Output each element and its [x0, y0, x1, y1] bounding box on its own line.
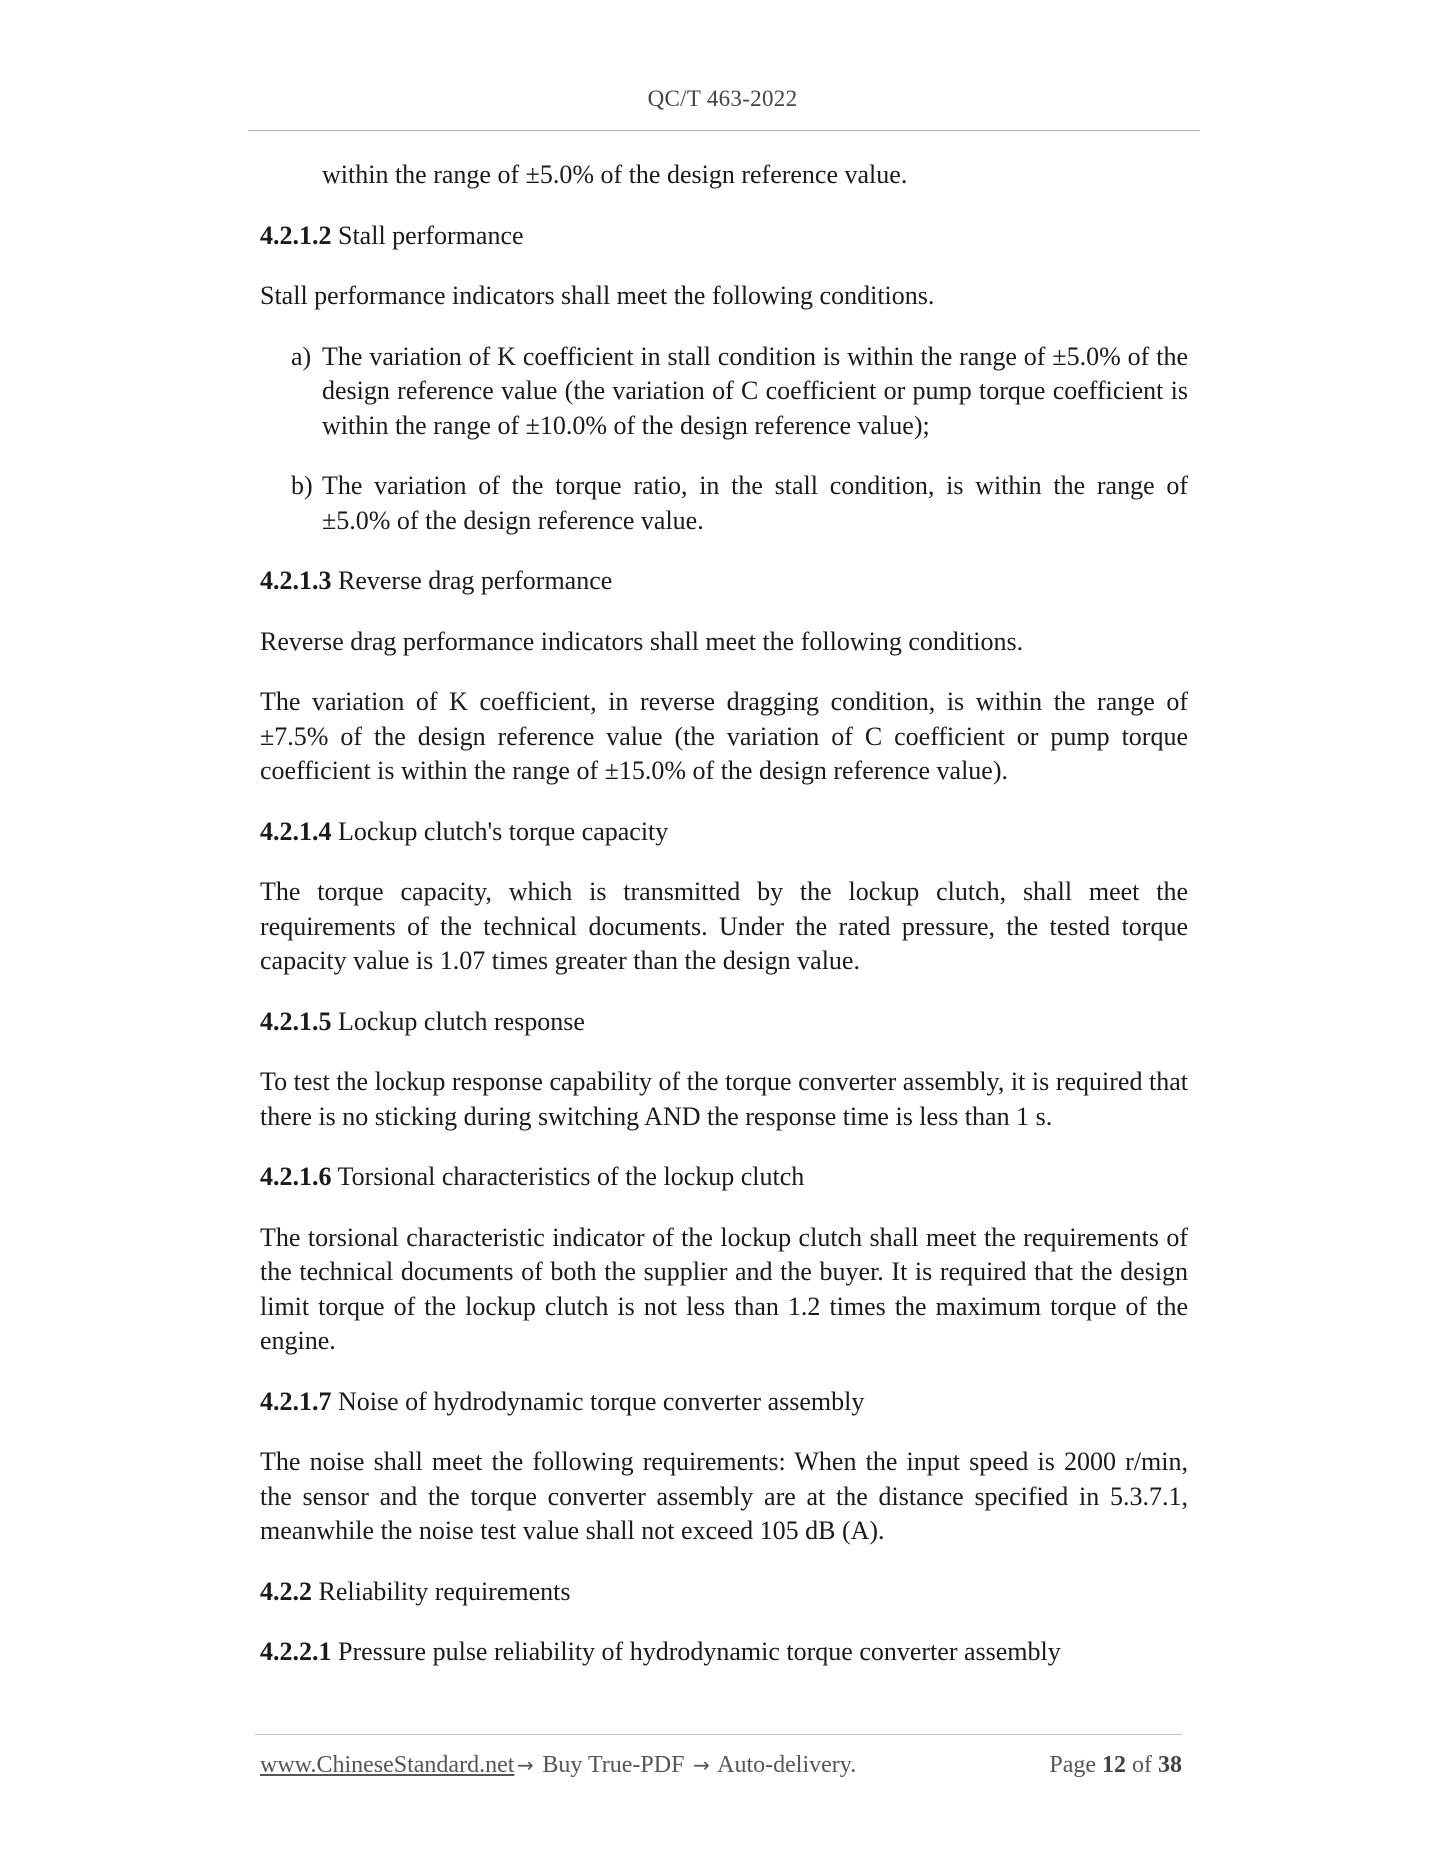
- document-body: [260, 158, 1188, 1670]
- paragraph: The noise shall meet the following requirements: When the input speed is 2000 r/min, the sensor and the torque converter assembly are at the distance specified in 5.3.7.1, meanwhile the noise test value shall not exceed 105 dB (A).: [260, 1447, 1188, 1545]
- paragraph: To test the lockup response capability of the torque converter assembly, it is required that there is no sticking during switching AND the response time is less than 1 s.: [260, 1067, 1188, 1131]
- footer-delivery-text: Auto-delivery.: [712, 1752, 857, 1778]
- page-indicator: [1049, 1752, 1182, 1779]
- section-title: Lockup clutch response: [331, 1006, 585, 1036]
- page-footer: [260, 1752, 1182, 1786]
- footer-divider: [255, 1734, 1182, 1735]
- section-heading-4-2-2: [260, 1575, 1188, 1610]
- arrow-right-icon: →: [693, 1753, 710, 1777]
- paragraph: Reverse drag performance indicators shall meet the following conditions.: [260, 626, 1024, 656]
- page-of-label: of: [1126, 1752, 1158, 1778]
- section-heading-4-2-1-6: [260, 1160, 1188, 1195]
- section-heading-4-2-1-3: [260, 564, 1188, 599]
- section-heading-4-2-1-5: [260, 1005, 1188, 1040]
- list-item-text: The variation of K coefficient in stall condition is within the range of ±5.0% of the design reference value (the variation of C coefficient or pump torque coefficient is within the range of ±10.0% of the design reference value);: [322, 341, 1188, 440]
- section-number: 4.2.1.4: [260, 816, 332, 846]
- section-number: 4.2.1.6: [260, 1162, 332, 1191]
- section-heading-4-2-1-7: [260, 1385, 1188, 1420]
- page-label: Page: [1049, 1752, 1102, 1778]
- list-marker: b): [291, 471, 313, 500]
- page-number: 12: [1102, 1752, 1126, 1778]
- section-number: 4.2.1.2: [260, 220, 332, 250]
- section-heading-4-2-1-2: [260, 219, 1188, 254]
- section-number: 4.2.2.1: [260, 1637, 332, 1666]
- list-item-a: [260, 340, 1188, 444]
- site-link[interactable]: www.ChineseStandard.net: [260, 1752, 515, 1778]
- section-title: Stall performance: [331, 220, 524, 250]
- section-number: 4.2.2: [260, 1576, 312, 1606]
- running-header: QC/T 463-2022: [647, 86, 798, 111]
- paragraph: Stall performance indicators shall meet the following conditions.: [260, 281, 935, 310]
- paragraph: The torsional characteristic indicator of the lockup clutch shall meet the requirements of the technical documents of both the supplier and the buyer. It is required that the design limit torque of the lockup clutch is not less than 1.2 times the maximum torque of the engine.: [260, 1222, 1188, 1355]
- section-number: 4.2.1.7: [260, 1386, 332, 1416]
- section-number: 4.2.1.3: [260, 566, 332, 595]
- footer-promo: [260, 1752, 856, 1779]
- list-item-text: The variation of the torque ratio, in the stall condition, is within the range of ±5.0% of the design reference value.: [322, 471, 1188, 535]
- section-title: Pressure pulse reliability of hydrodynamic torque converter assembly: [331, 1637, 1061, 1666]
- section-title: Reverse drag performance: [331, 566, 613, 595]
- section-title: Noise of hydrodynamic torque converter assembly: [331, 1386, 865, 1416]
- paragraph: The variation of K coefficient, in reverse dragging condition, is within the range of ±7.5% of the design reference value (the variation of C coefficient or pump torque coefficient is within the range of ±15.0% of the design reference value).: [260, 687, 1188, 785]
- section-title: Reliability requirements: [312, 1576, 571, 1606]
- list-marker: a): [291, 341, 312, 371]
- footer-buy-text: Buy True-PDF: [536, 1752, 691, 1778]
- list-item-b: [260, 469, 1188, 538]
- section-heading-4-2-1-4: [260, 815, 1188, 850]
- arrow-right-icon: →: [517, 1753, 534, 1777]
- section-title: Lockup clutch's torque capacity: [331, 816, 669, 846]
- paragraph: The torque capacity, which is transmitted by the lockup clutch, shall meet the requirements of the technical documents. Under the rated pressure, the tested torque capacity value is 1.07 times greater than the design value.: [260, 877, 1188, 975]
- section-title: Torsional characteristics of the lockup clutch: [331, 1162, 805, 1191]
- section-number: 4.2.1.5: [260, 1006, 332, 1036]
- page-total: 38: [1158, 1752, 1182, 1778]
- section-heading-4-2-2-1: [260, 1635, 1188, 1670]
- header-divider: [248, 130, 1200, 131]
- paragraph-continuation: within the range of ±5.0% of the design reference value.: [322, 160, 908, 189]
